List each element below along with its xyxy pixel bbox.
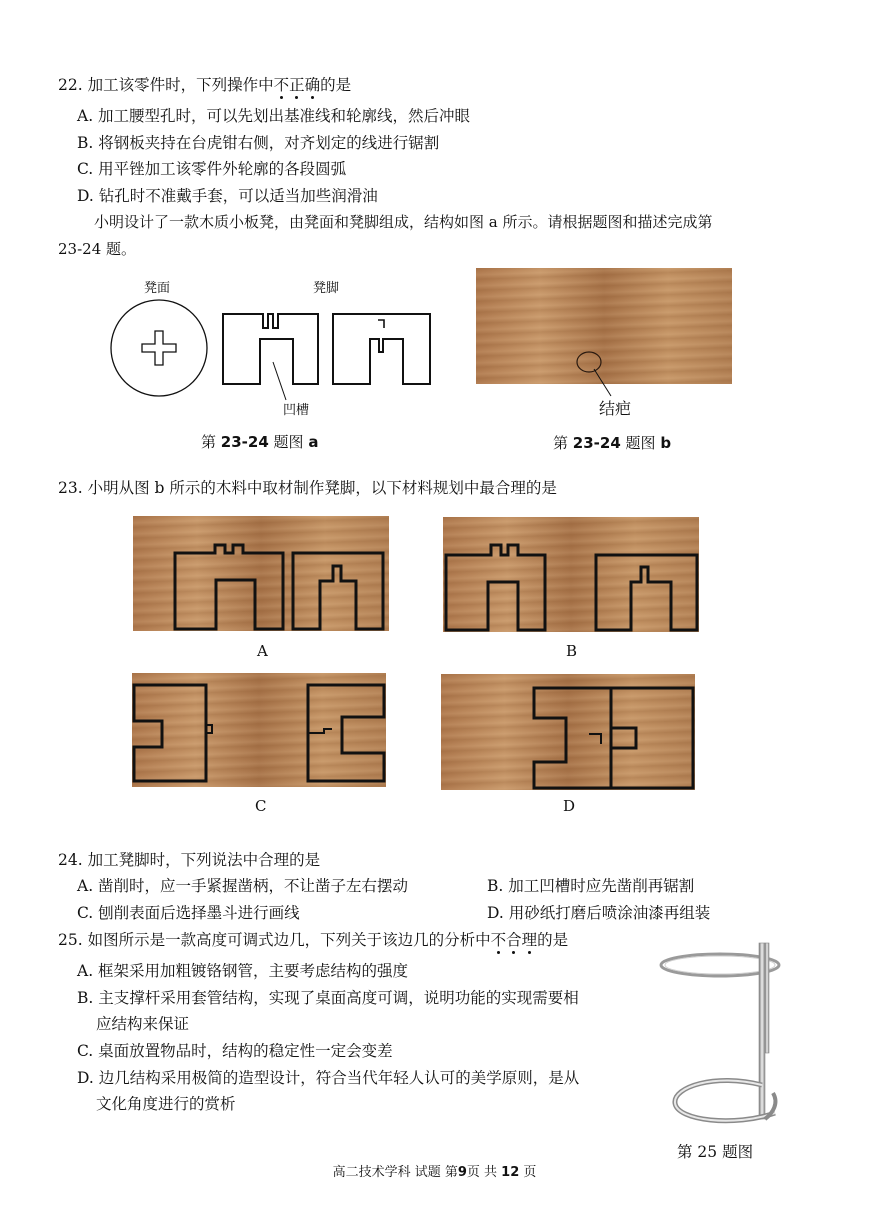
- q22-option-c: C. 用平锉加工该零件外轮廓的各段圆弧: [77, 160, 347, 178]
- q22-option-d: D. 钻孔时不准戴手套，可以适当加些润滑油: [77, 187, 378, 205]
- knot-marker: [476, 268, 732, 408]
- label-knot: 结疤: [599, 399, 632, 418]
- q25-option-d-cont: 文化角度进行的赏析: [96, 1095, 236, 1113]
- q22-stem: 22. 加工该零件时，下列操作中不正确的是: [58, 76, 352, 94]
- q25-option-c: C. 桌面放置物品时，结构的稳定性一定会变差: [77, 1042, 393, 1060]
- q24-option-b: B. 加工凹槽时应先凿削再锯割: [487, 877, 695, 895]
- q25-option-a: A. 框架采用加粗镀铬钢管，主要考虑结构的强度: [77, 962, 409, 980]
- choice-b-layout: [443, 517, 699, 632]
- q25-figure-caption: 第 25 题图: [677, 1143, 754, 1161]
- side-table-figure: [655, 935, 790, 1135]
- intro-line1: 小明设计了一款木质小板凳，由凳面和凳脚组成，结构如图 a 所示。请根据题图和描述完成第: [94, 213, 713, 231]
- q24-stem: 24. 加工凳脚时，下列说法中合理的是: [58, 851, 321, 869]
- q25-option-b-cont: 应结构来保证: [96, 1015, 190, 1033]
- q25-stem: 25. 如图所示是一款高度可调式边几，下列关于该边几的分析中不合理的是: [58, 931, 569, 949]
- leg-shape-1: [223, 314, 318, 384]
- label-legs: 凳脚: [313, 281, 340, 296]
- seat-circle: [111, 300, 207, 396]
- leg-shape-2: [333, 314, 430, 384]
- label-groove: 凹槽: [283, 403, 310, 418]
- figure-b-caption: 第 23-24 题图 b: [553, 434, 672, 452]
- q23-stem: 23. 小明从图 b 所示的木料中取材制作凳脚，以下材料规划中最合理的是: [58, 479, 557, 497]
- choice-c-label: C: [255, 797, 267, 815]
- q24-option-c: C. 刨削表面后选择墨斗进行画线: [77, 904, 300, 922]
- choice-d-layout: [441, 674, 695, 790]
- label-seat: 凳面: [144, 281, 171, 296]
- groove-leader-line: [273, 362, 286, 400]
- figure-a-drawing: [100, 290, 450, 420]
- choice-a-label: A: [257, 642, 268, 660]
- q24-option-d: D. 用砂纸打磨后喷涂油漆再组装: [487, 904, 711, 922]
- intro-line2: 23-24 题。: [58, 240, 137, 258]
- q25-option-b: B. 主支撑杆采用套管结构，实现了桌面高度可调，说明功能的实现需要相: [77, 989, 579, 1007]
- choice-b-label: B: [566, 642, 578, 660]
- q24-option-a: A. 凿削时，应一手紧握凿柄，不让凿子左右摆动: [77, 877, 409, 895]
- choice-a-layout: [133, 516, 389, 631]
- q22-option-a: A. 加工腰型孔时，可以先划出基准线和轮廓线，然后冲眼: [77, 107, 471, 125]
- page-footer: 高二技术学科 试题 第9页 共 12 页: [332, 1165, 537, 1180]
- figure-a-caption: 第 23-24 题图 a: [201, 433, 319, 451]
- q25-option-d: D. 边几结构采用极简的造型设计，符合当代年轻人认可的美学原则，是从: [77, 1069, 580, 1087]
- choice-c-layout: [132, 673, 386, 787]
- choice-d-label: D: [563, 797, 576, 815]
- q22-option-b: B. 将钢板夹持在台虎钳右侧，对齐划定的线进行锯割: [77, 134, 440, 152]
